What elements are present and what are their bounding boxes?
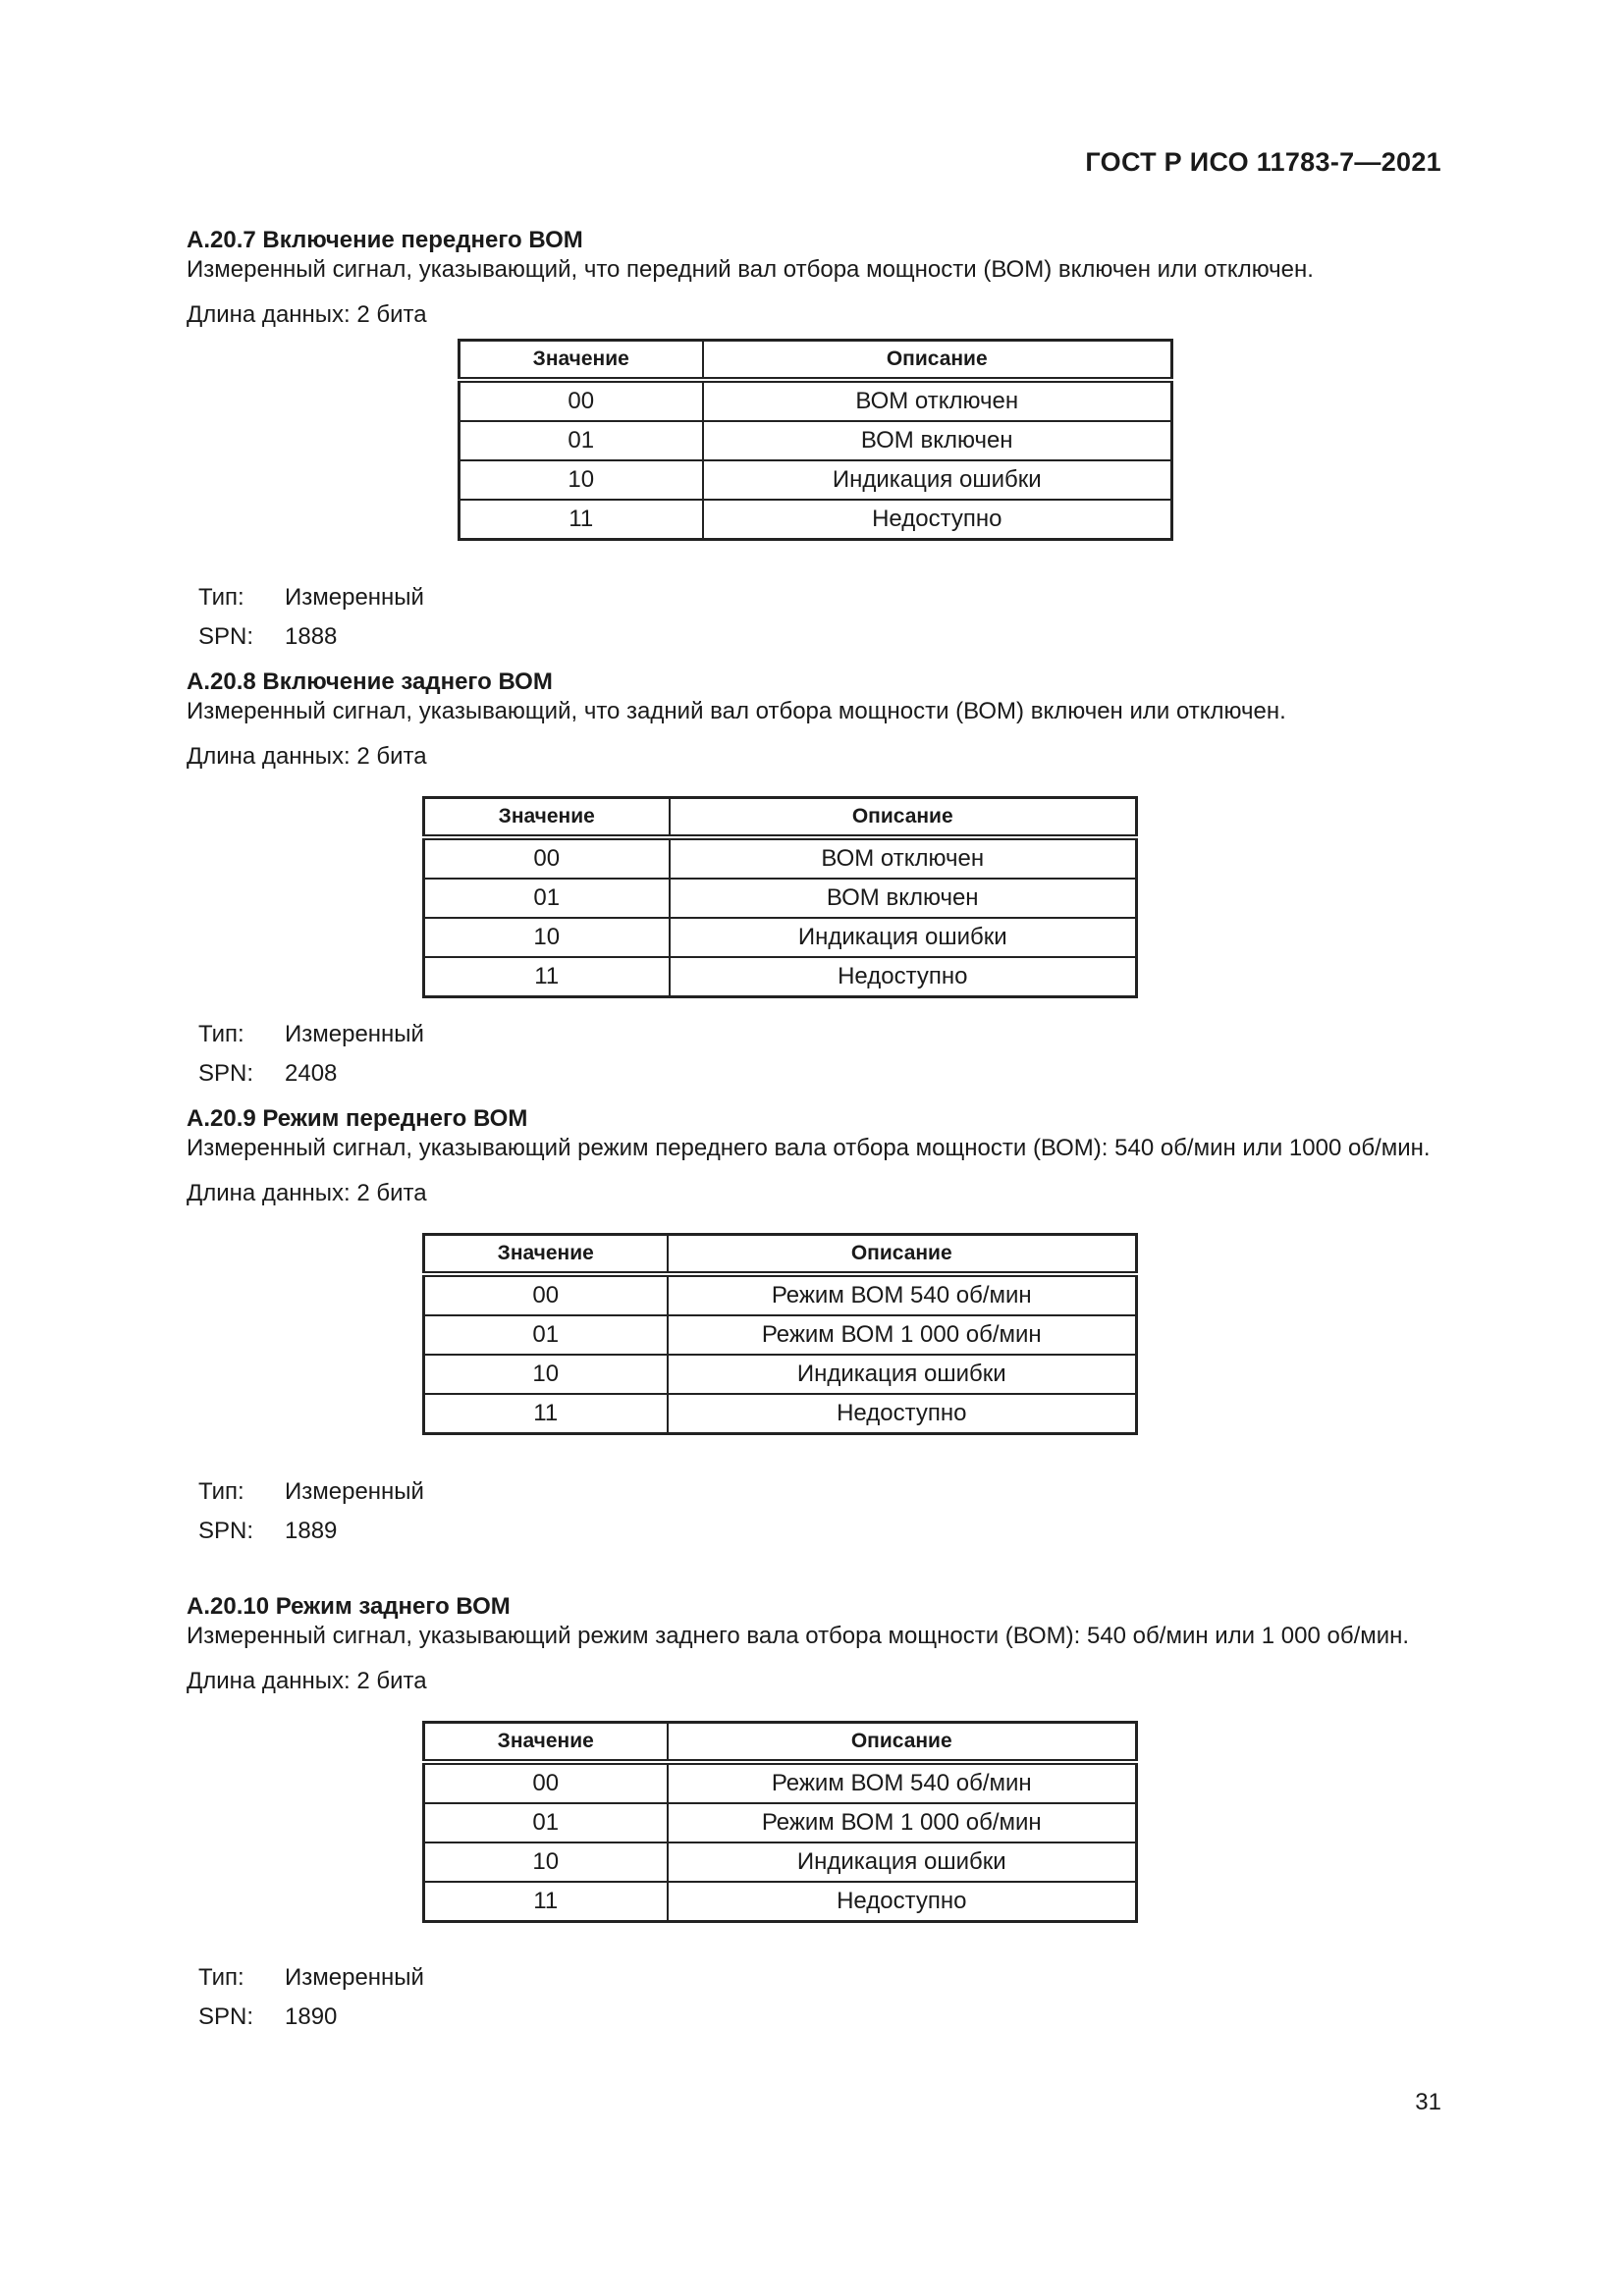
values-table bbox=[422, 1233, 1138, 1435]
description-cell: Недоступно bbox=[668, 1882, 1137, 1922]
table-row bbox=[424, 918, 1137, 957]
description-cell: Индикация ошибки bbox=[703, 460, 1172, 500]
description-column-header: Описание bbox=[668, 1723, 1137, 1763]
value-cell: 01 bbox=[424, 879, 670, 918]
table-header-row bbox=[424, 1723, 1137, 1763]
description-cell: ВОМ отключен bbox=[670, 837, 1137, 879]
section-title: А.20.10 Режим заднего ВОМ bbox=[187, 1593, 511, 1620]
type-value: Измеренный bbox=[285, 1021, 424, 1047]
value-cell: 11 bbox=[424, 1882, 668, 1922]
value-cell: 11 bbox=[424, 1394, 668, 1434]
values-table bbox=[422, 796, 1138, 998]
type-label: Тип: bbox=[198, 1021, 244, 1047]
page-number: 31 bbox=[1415, 2089, 1441, 2115]
table-row bbox=[424, 1762, 1137, 1803]
value-cell: 10 bbox=[424, 1355, 668, 1394]
description-cell: Режим ВОМ 1 000 об/мин bbox=[668, 1803, 1137, 1842]
section-rear-pto-mode bbox=[187, 1592, 1453, 1696]
table-row bbox=[460, 421, 1172, 460]
description-cell: ВОМ включен bbox=[703, 421, 1172, 460]
description-column-header: Описание bbox=[668, 1235, 1137, 1275]
description-cell: Недоступно bbox=[668, 1394, 1137, 1434]
table-row bbox=[424, 879, 1137, 918]
table-row bbox=[424, 1315, 1137, 1355]
table-row bbox=[424, 957, 1137, 997]
value-column-header: Значение bbox=[460, 341, 703, 381]
data-length: Длина данных: 2 бита bbox=[187, 743, 427, 770]
section-front-pto-mode bbox=[187, 1104, 1453, 1208]
spn-label: SPN: bbox=[198, 1518, 254, 1544]
description-cell: Недоступно bbox=[703, 500, 1172, 540]
type-label: Тип: bbox=[198, 584, 244, 611]
table-row bbox=[424, 1355, 1137, 1394]
value-cell: 10 bbox=[424, 918, 670, 957]
value-cell: 11 bbox=[460, 500, 703, 540]
section-description: Измеренный сигнал, указывающий, что задний вал отбора мощности (ВОМ) включен или отключен. bbox=[187, 698, 1286, 724]
type-line bbox=[198, 1477, 424, 1507]
table-row bbox=[424, 1394, 1137, 1434]
description-cell: Недоступно bbox=[670, 957, 1137, 997]
description-cell: Режим ВОМ 540 об/мин bbox=[668, 1274, 1137, 1315]
value-cell: 11 bbox=[424, 957, 670, 997]
spn-line bbox=[198, 622, 337, 652]
table-row bbox=[424, 837, 1137, 879]
data-length: Длина данных: 2 бита bbox=[187, 301, 427, 328]
values-table bbox=[458, 339, 1173, 541]
table-row bbox=[460, 460, 1172, 500]
section-rear-pto-engagement bbox=[187, 667, 1453, 772]
document-header: ГОСТ Р ИСО 11783-7—2021 bbox=[1085, 147, 1441, 177]
type-label: Тип: bbox=[198, 1478, 244, 1505]
table-header-row bbox=[424, 798, 1137, 838]
value-cell: 10 bbox=[460, 460, 703, 500]
description-column-header: Описание bbox=[703, 341, 1172, 381]
value-cell: 01 bbox=[460, 421, 703, 460]
spn-value: 1890 bbox=[285, 2003, 338, 2030]
table-row bbox=[424, 1842, 1137, 1882]
section-title: А.20.7 Включение переднего ВОМ bbox=[187, 227, 583, 253]
value-column-header: Значение bbox=[424, 1723, 668, 1763]
spn-value: 2408 bbox=[285, 1060, 338, 1087]
value-cell: 00 bbox=[424, 1762, 668, 1803]
spn-label: SPN: bbox=[198, 1060, 254, 1087]
spn-line bbox=[198, 1517, 337, 1546]
description-cell: Индикация ошибки bbox=[670, 918, 1137, 957]
type-value: Измеренный bbox=[285, 1964, 424, 1991]
values-table bbox=[422, 1721, 1138, 1923]
table-row bbox=[460, 380, 1172, 421]
table-row bbox=[424, 1882, 1137, 1922]
section-description: Измеренный сигнал, указывающий, что передний вал отбора мощности (ВОМ) включен или отключен. bbox=[187, 256, 1314, 283]
description-cell: ВОМ отключен bbox=[703, 380, 1172, 421]
data-length: Длина данных: 2 бита bbox=[187, 1668, 427, 1694]
value-column-header: Значение bbox=[424, 1235, 668, 1275]
table-row bbox=[424, 1274, 1137, 1315]
description-cell: Режим ВОМ 1 000 об/мин bbox=[668, 1315, 1137, 1355]
spn-line bbox=[198, 2002, 337, 2032]
value-cell: 10 bbox=[424, 1842, 668, 1882]
type-line bbox=[198, 1020, 424, 1049]
value-cell: 00 bbox=[424, 1274, 668, 1315]
spn-value: 1889 bbox=[285, 1518, 338, 1544]
value-cell: 00 bbox=[424, 837, 670, 879]
table-header-row bbox=[424, 1235, 1137, 1275]
spn-label: SPN: bbox=[198, 2003, 254, 2030]
section-title: А.20.9 Режим переднего ВОМ bbox=[187, 1105, 528, 1132]
table-header-row bbox=[460, 341, 1172, 381]
type-line bbox=[198, 1963, 424, 1993]
description-cell: ВОМ включен bbox=[670, 879, 1137, 918]
value-column-header: Значение bbox=[424, 798, 670, 838]
type-label: Тип: bbox=[198, 1964, 244, 1991]
spn-value: 1888 bbox=[285, 623, 338, 650]
type-line bbox=[198, 583, 424, 613]
section-title: А.20.8 Включение заднего ВОМ bbox=[187, 668, 553, 695]
section-front-pto-engagement bbox=[187, 226, 1453, 330]
section-description: Измеренный сигнал, указывающий режим заднего вала отбора мощности (ВОМ): 540 об/мин или 1 000 об/мин. bbox=[187, 1623, 1410, 1649]
description-cell: Индикация ошибки bbox=[668, 1842, 1137, 1882]
description-cell: Индикация ошибки bbox=[668, 1355, 1137, 1394]
description-cell: Режим ВОМ 540 об/мин bbox=[668, 1762, 1137, 1803]
description-column-header: Описание bbox=[670, 798, 1137, 838]
type-value: Измеренный bbox=[285, 584, 424, 611]
value-cell: 00 bbox=[460, 380, 703, 421]
spn-label: SPN: bbox=[198, 623, 254, 650]
spn-line bbox=[198, 1059, 337, 1089]
data-length: Длина данных: 2 бита bbox=[187, 1180, 427, 1206]
table-row bbox=[460, 500, 1172, 540]
table-row bbox=[424, 1803, 1137, 1842]
type-value: Измеренный bbox=[285, 1478, 424, 1505]
value-cell: 01 bbox=[424, 1803, 668, 1842]
value-cell: 01 bbox=[424, 1315, 668, 1355]
section-description: Измеренный сигнал, указывающий режим переднего вала отбора мощности (ВОМ): 540 об/мин или 1000 об/мин. bbox=[187, 1135, 1431, 1161]
